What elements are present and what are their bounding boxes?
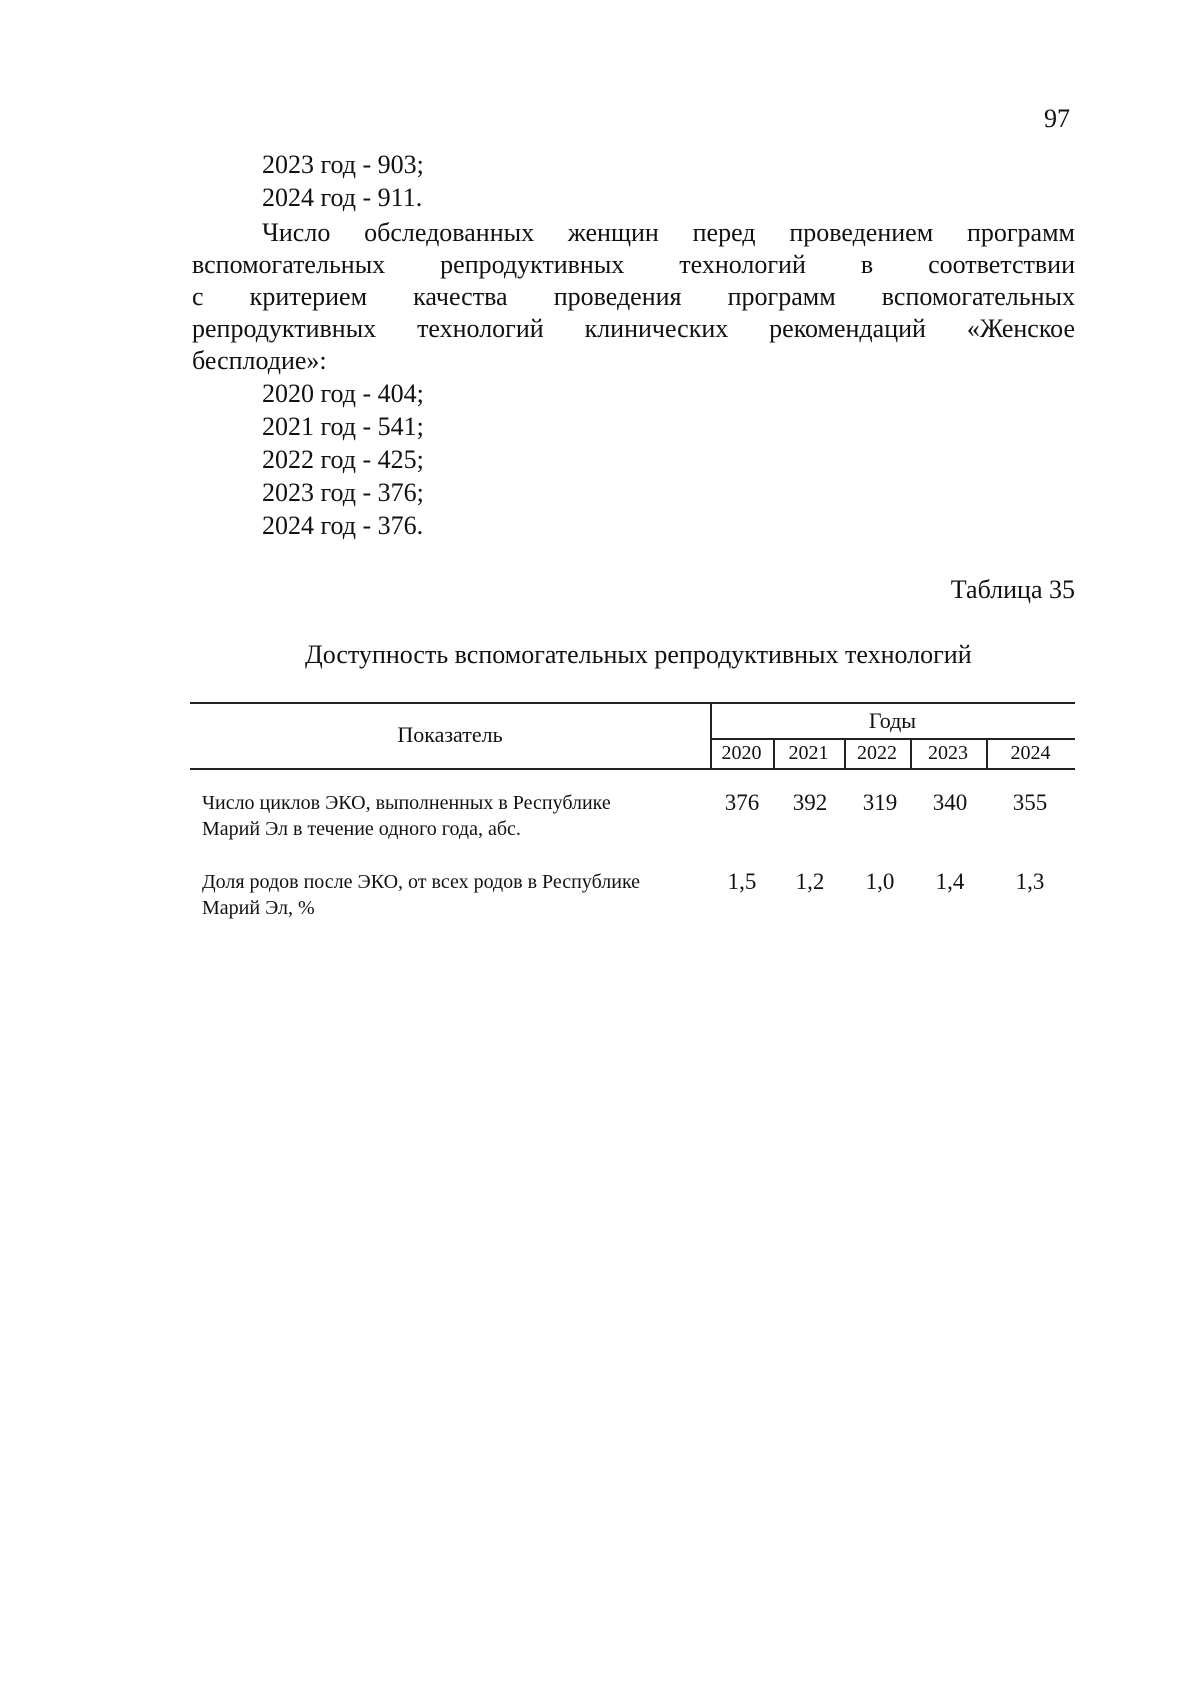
header-year-2020: 2020 (721, 742, 762, 764)
paragraph-line-5: бесплодие»: (192, 346, 327, 375)
row-1-indicator-line-2: Марий Эл в течение одного года, абс. (202, 818, 521, 840)
header-indicator: Показатель (397, 722, 503, 747)
table-header-bottom-rule (190, 768, 1075, 770)
row-1-value-2020: 376 (724, 790, 760, 815)
year-item-2023: 2023 год - 376; (262, 478, 424, 507)
header-year-2023: 2023 (928, 742, 968, 764)
row-1-indicator-line-1: Число циклов ЭКО, выполненных в Республике (202, 792, 611, 814)
row-1-value-2022: 319 (862, 790, 898, 815)
year-item-2022: 2022 год - 425; (262, 445, 424, 474)
year-item-2020: 2020 год - 404; (262, 379, 424, 408)
row-2-value-2020: 1,5 (727, 869, 757, 894)
table-caption: Таблица 35 (950, 575, 1075, 604)
paragraph-line-1: Число обследованных женщин перед проведением программ (262, 218, 1075, 247)
paragraph-line-2: вспомогательных репродуктивных технологий в соответствии (192, 250, 1075, 279)
row-2-indicator-line-2: Марий Эл, % (202, 897, 315, 919)
intro-line-2024: 2024 год - 911. (262, 183, 423, 212)
table-top-rule (190, 702, 1075, 704)
page-number: 97 (1044, 104, 1070, 133)
year-item-2024: 2024 год - 376. (262, 511, 424, 540)
intro-line-2023: 2023 год - 903; (262, 150, 424, 179)
table-title: Доступность вспомогательных репродуктивных технологий (305, 640, 972, 669)
header-years-group: Годы (868, 708, 917, 733)
row-2-value-2024: 1,3 (1015, 869, 1045, 894)
row-1-value-2021: 392 (792, 790, 828, 815)
table-years-rule (710, 738, 1075, 740)
row-1-value-2024: 355 (1012, 790, 1048, 815)
row-2-indicator-line-1: Доля родов после ЭКО, от всех родов в Республике (202, 871, 641, 893)
row-2-value-2023: 1,4 (935, 869, 965, 894)
header-year-2022: 2022 (857, 742, 897, 764)
paragraph-line-4: репродуктивных технологий клинических рекомендаций «Женское (192, 314, 1075, 343)
year-item-2021: 2021 год - 541; (262, 412, 424, 441)
row-2-value-2021: 1,2 (795, 869, 825, 894)
header-year-2021: 2021 (788, 742, 829, 764)
row-1-value-2023: 340 (932, 790, 968, 815)
paragraph-line-3: с критерием качества проведения программ вспомогательных (192, 282, 1075, 311)
header-year-2024: 2024 (1010, 742, 1051, 764)
row-2-value-2022: 1,0 (865, 869, 895, 894)
